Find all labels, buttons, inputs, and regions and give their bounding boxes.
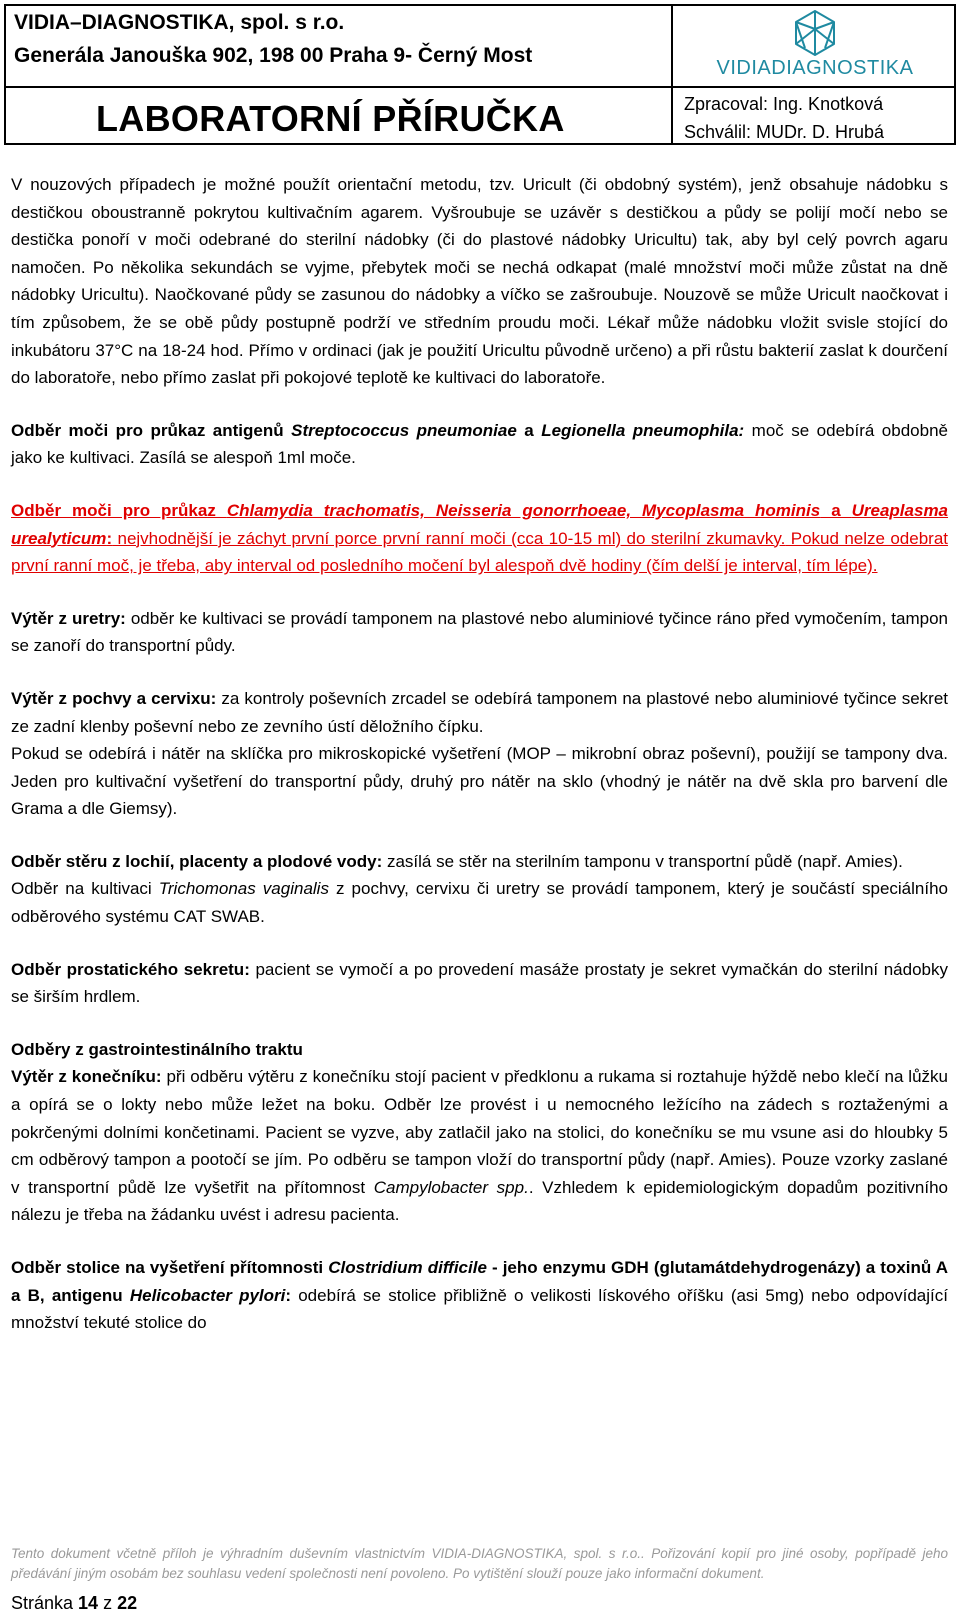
organism-name: Legionella pneumophila: [541,420,745,440]
heading-colon: : [106,528,113,548]
paragraph-text: pacient se vymočí a po provedení masáže prostaty je sekret vymačkán do sterilní nádobky se širším hrdlem. [11,959,948,1007]
heading-gi-tract: Odběry z gastrointestinálního traktu [11,1039,303,1059]
document-title: LABORATORNÍ PŘÍRUČKA [96,98,565,139]
section-heading-gi [11,1036,948,1064]
organism-name: Chlamydia trachomatis, Neisseria gonorrhoeae, Mycoplasma hominis [226,500,821,520]
heading-colon: : [285,1285,292,1305]
page-prefix: Stránka [11,1593,79,1613]
heading-conjunction: a [820,500,852,520]
company-address: Generála Janouška 902, 198 00 Praha 9- Černý Most [14,44,533,67]
page-separator: z [98,1593,118,1613]
paragraph-text: odebírá se stolice přibližně o velikosti lískového oříšku (asi 5mg) nebo odpovídající množství tekuté stolice do [11,1285,948,1333]
heading-urine-chlamydia: Odběr moči pro průkaz [11,500,227,520]
organism-name: Helicobacter pylori [129,1285,286,1305]
logo-wordmark: VIDIADIAGNOSTIKA [716,57,914,79]
paragraph-urethra-swab [11,605,948,660]
paragraph-text: . Vzhledem k epidemiologickým dopadům pozitivního nálezu je třeba na žádanku uvést i adresu pacienta. [11,1177,949,1225]
paragraph-rectal-swab [11,1063,948,1229]
organism-name: Streptococcus pneumoniae [291,420,517,440]
organism-name: Campylobacter spp. [373,1177,529,1197]
paragraph-vaginal-smear: Pokud se odebírá i nátěr na sklíčka pro mikroskopické vyšetření (MOP – mikrobní obraz poševní), použijí se tampony dva. Jeden pro kultivační vyšetření do transportní půdy, druhý pro nátěr na sklo (vhodný je nátěr na dvě skla pro barvení dle Grama a dle Giemsy). [11,744,948,819]
paragraph-stool [11,1254,948,1337]
document-body [11,171,948,1362]
paragraph-text: při odběru výtěru z konečníku stojí pacient v předklonu a rukama si roztahuje hýždě nebo klečí na lůžku a opírá se o lokty nebo může ležet na boku. Odběr lze provést i u nemocného ležícího na zádech s roztaženými a pokrčenými dolními končetinami. Pacient se vyzve, aby zatlačil jako na stolici, do konečníku se mu vsune asi do hloubky 5 cm odběrový tampon a pootočí se jím. Po odběru se tampon vloží do transportní půdy (např. Amies). Pouze vzorky zaslané v transportní půdě lze vyšetřit na přítomnost [11,1067,948,1197]
header-divider-vertical [671,6,673,143]
heading-stool: Odběr stolice na vyšetření přítomnosti [11,1258,329,1277]
paragraph-text: z pochvy, cervixu či uretry se provádí tamponem, který je součástí speciálního odběrového systému CAT SWAB. [11,879,949,927]
copyright-notice: Tento dokument včetně příloh je výhradním duševním vlastnictvím VIDIA-DIAGNOSTIKA, spol. s r.o.. Pořizování kopií pro jiné osoby, popřípadě jeho předávání jiným osobám bez souhlasu vedení společnosti není povoleno. Po vytištění slouží pouze jako informační dokument. [11,1546,948,1581]
paragraph-text: Pokud nelze odebrat první ranní moč, je třeba, aby interval od posledního močení byl alespoň dvě hodiny (čím delší je interval, tím lépe). [11,528,949,576]
company-logo [674,8,956,86]
organism-name: Clostridium difficile [328,1258,487,1277]
organism-name: Ureaplasma urealyticum [11,500,949,548]
heading-stool-cont: - jeho enzymu GDH (glutamátdehydrogenázy) a toxinů A a B, antigenu [11,1258,949,1305]
paragraph-urine-chlamydia [11,497,948,580]
logo-icosahedron-icon [674,8,956,58]
paragraph-text: moč se odebírá obdobně jako ke kultivaci. Zasílá se alespoň 1ml moče. [11,420,948,468]
heading-lochia-swab: Odběr stěru z lochií, placenty a plodové vody: [11,851,383,871]
paragraph-text: za kontroly poševních zrcadel se odebírá tamponem na plastové nebo aluminiové tyčince sekret ze zadní klenby poševní nebo ze zevního ústí děložního čípku. [11,688,949,736]
paragraph-vaginal-swab [11,685,948,740]
paragraph-urine-antigens [11,417,948,472]
organism-name: Trichomonas vaginalis [158,879,329,899]
prepared-by: Zpracoval: Ing. Knotková [684,94,884,114]
paragraph-text: zasílá se stěr na sterilním tamponu v transportní půdě (např. Amies). [382,851,903,871]
page-number [11,1591,137,1615]
heading-prostate: Odběr prostatického sekretu: [11,959,250,979]
heading-urine-antigens: Odběr moči pro průkaz antigenů [11,420,292,440]
paragraph-text: Odběr na kultivaci [11,879,159,899]
heading-vaginal-swab: Výtěr z pochvy a cervixu: [11,688,217,708]
paragraph-lochia-swab [11,848,948,876]
document-header [4,4,956,145]
paragraph-trichomonas [11,875,948,930]
heading-urethra-swab: Výtěr z uretry: [11,608,126,628]
page-current: 14 [78,1593,99,1613]
paragraph-prostate [11,956,948,1011]
header-divider-horizontal [6,86,954,88]
paragraph-text: nejvhodnější je záchyt první porce první ranní moči (cca 10-15 ml) do sterilní zkumavky. [112,528,786,548]
page-total: 22 [117,1593,138,1613]
company-name: VIDIA–DIAGNOSTIKA, spol. s r.o. [14,11,345,34]
heading-rectal-swab: Výtěr z konečníku: [11,1067,162,1087]
paragraph-uricult: V nouzových případech je možné použít orientační metodu, tzv. Uricult (či obdobný systém), jenž obsahuje nádobku s destičkou oboustranně pokrytou kultivačním agarem. Vyšroubuje se uzávěr s destičkou a půdy se polijí močí nebo se destička ponoří v moči odebrané do sterilní nádobky (či do plastové nádobky Uricultu) tak, aby byl celý povrch agaru namočen. Po několika sekundách se vyjme, přebytek moči se nechá odkapat (malé množství moči může zůstat na dně nádobky Uricultu). Naočkované půdy se zasunou do nádobky a víčko se zašroubuje. Nouzově se může Uricult naočkovat i tím způsobem, že se obě půdy postupně podrží ve středním proudu moči. Lékař může nádobku vložit svisle stojící do inkubátoru 37°C na 18-24 hod. Přímo v ordinaci (jak je použití Uricultu původně určeno) a při růstu bakterií zaslat k dourčení do laboratoře, nebo přímo zaslat při pokojové teplotě ke kultivaci do laboratoře. [11,175,948,388]
approved-by: Schválil: MUDr. D. Hrubá [684,122,885,142]
paragraph-text: odběr ke kultivaci se provádí tamponem na plastové nebo aluminiové tyčince ráno před vymočením, tampon se zanoří do transportní půdy. [11,608,949,656]
heading-conjunction: a [516,420,542,440]
